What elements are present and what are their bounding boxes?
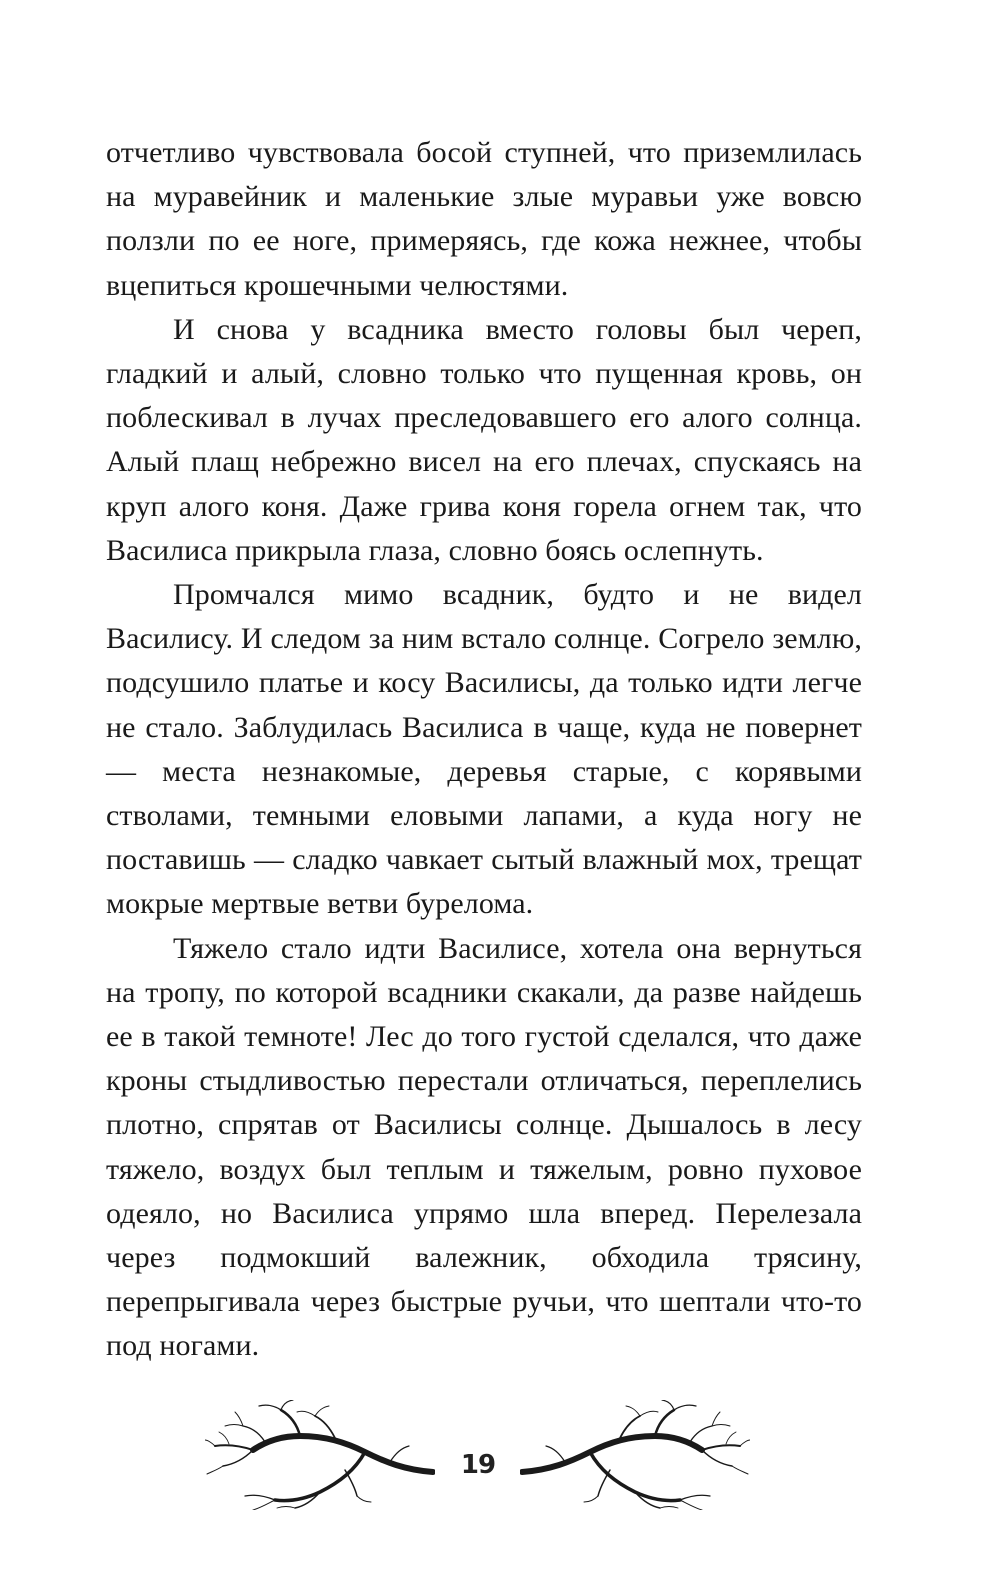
paragraph-3: Промчался мимо всадник, будто и не видел Василису. И следом за ним встало солнце. Согрело землю, подсушило платье и косу Василисы, да только идти легче не стало. Заблудилась Василиса в чаще, куда не повернет — места незнакомые, деревья старые, с корявыми стволами, темными еловыми лапами, а куда ногу не поставишь — сладко чавкает сытый влажный мох, трещат мокрые мертвые ветви бурелома. [106,578,862,921]
branch-ornament-left-icon [205,1400,435,1510]
paragraph-2: И снова у всадника вместо головы был череп, гладкий и алый, словно только что пущенная кровь, он поблескивал в лучах преследовавшего его алого солнца. Алый плащ небрежно висел на его плечах, спускаясь на круп алого коня. Даже грива коня горела огнем так, что Василиса прикрыла глаза, словно боясь ослепнуть. [106,312,862,567]
paragraph-4: Тяжело стало идти Василисе, хотела она вернуться на тропу, по которой всадники скакали, да разве найдешь ее в такой темноте! Лес до того густой сделался, что даже кроны стыдливостью перестали отличаться, переплелись плотно, спрятав от Василисы солнце. Дышалось в лесу тяжело, воздух был теплым и тяжелым, ровно пуховое одеяло, но Василиса упрямо шла вперед. Перелезала через подмокший валежник, обходила трясину, перепрыгивала через быстрые ручьи, что шептали что-то под ногами. [106,931,862,1363]
page-footer [0,1400,1000,1520]
paragraph-1: отчетливо чувствовала босой ступней, что приземлилась на муравейник и маленькие злые муравьи уже вовсю ползли по ее ноге, примеряясь, где кожа нежнее, чтобы вцепиться крошечными челюстями. [106,136,862,302]
page-number: 19 [460,1450,496,1480]
page-body [106,131,862,1369]
branch-ornament-right-icon [520,1400,750,1510]
